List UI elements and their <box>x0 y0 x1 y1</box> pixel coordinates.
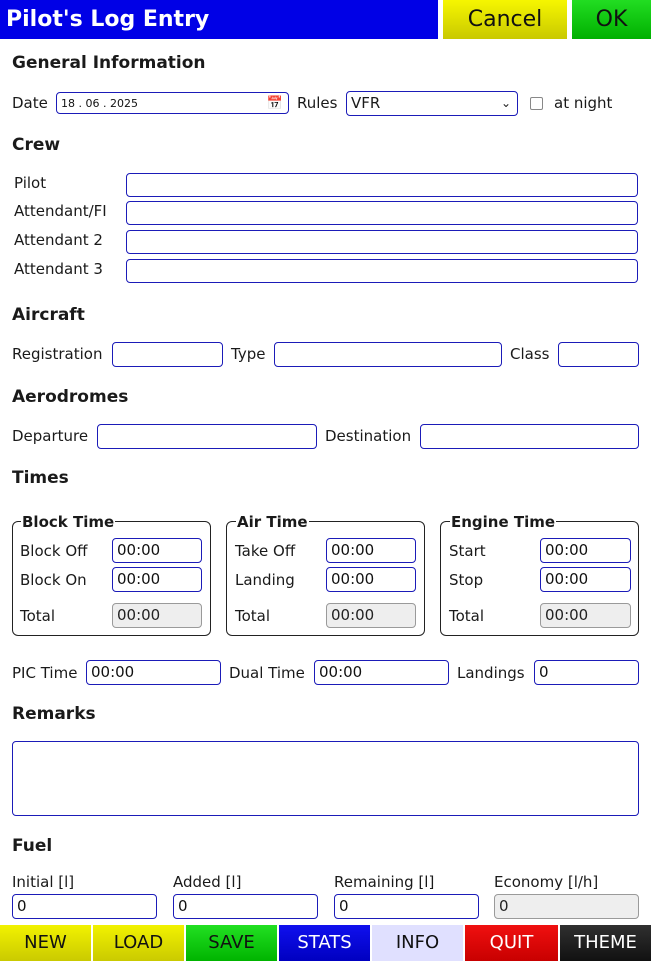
registration-input[interactable] <box>112 342 223 367</box>
engine-stop-input[interactable]: 00:00 <box>540 567 631 592</box>
destination-label: Destination <box>325 427 412 445</box>
fuel-heading: Fuel <box>12 836 53 856</box>
fuel-added-input[interactable]: 0 <box>173 894 318 919</box>
date-label: Date <box>12 94 48 112</box>
aircraft-heading: Aircraft <box>12 305 85 325</box>
remarks-textarea[interactable] <box>12 741 639 816</box>
crew-label-pilot: Pilot <box>14 174 47 192</box>
load-button[interactable]: LOAD <box>93 925 184 961</box>
landing-label: Landing <box>235 571 295 589</box>
engine-time-title: Engine Time <box>451 513 556 531</box>
air-total-value: 00:00 <box>326 603 416 628</box>
block-time-title: Block Time <box>22 513 115 531</box>
type-label: Type <box>231 345 266 363</box>
date-input[interactable] <box>56 92 289 114</box>
crew-input-attendant-3[interactable] <box>126 259 638 283</box>
landings-input[interactable]: 0 <box>534 660 639 685</box>
chevron-down-icon: ⌄ <box>500 96 511 110</box>
landings-label: Landings <box>457 664 525 682</box>
air-time-title: Air Time <box>237 513 308 531</box>
night-label: at night <box>554 94 613 112</box>
registration-label: Registration <box>12 345 103 363</box>
rules-value: VFR <box>351 94 381 112</box>
rules-label: Rules <box>297 94 338 112</box>
fuel-remaining-input[interactable]: 0 <box>334 894 479 919</box>
save-button[interactable]: SAVE <box>186 925 277 961</box>
fuel-economy-label: Economy [l/h] <box>494 873 599 891</box>
engine-start-input[interactable]: 00:00 <box>540 538 631 563</box>
dual-time-label: Dual Time <box>229 664 305 682</box>
date-value: 18 . 06 . 2025 <box>61 97 138 110</box>
fuel-initial-label: Initial [l] <box>12 873 75 891</box>
remarks-heading: Remarks <box>12 704 96 724</box>
engine-start-label: Start <box>449 542 486 560</box>
quit-button[interactable]: QUIT <box>465 925 558 961</box>
rules-select[interactable] <box>346 91 518 116</box>
times-heading: Times <box>12 468 69 488</box>
block-on-input[interactable]: 00:00 <box>112 567 202 592</box>
ok-button[interactable]: OK <box>572 0 651 39</box>
departure-label: Departure <box>12 427 89 445</box>
take-off-input[interactable]: 00:00 <box>326 538 416 563</box>
block-off-input[interactable]: 00:00 <box>112 538 202 563</box>
type-input[interactable] <box>274 342 502 367</box>
crew-input-attendant-2[interactable] <box>126 230 638 254</box>
crew-input-pilot[interactable] <box>126 173 638 197</box>
new-button[interactable]: NEW <box>0 925 91 961</box>
crew-label-attendant-3: Attendant 3 <box>14 260 103 278</box>
theme-button[interactable]: THEME <box>560 925 651 961</box>
fuel-added-label: Added [l] <box>173 873 242 891</box>
fuel-economy-value: 0 <box>494 894 639 919</box>
departure-input[interactable] <box>97 424 317 449</box>
fuel-remaining-label: Remaining [l] <box>334 873 435 891</box>
class-label: Class <box>510 345 550 363</box>
engine-total-label: Total <box>449 607 485 625</box>
info-button[interactable]: INFO <box>372 925 463 961</box>
take-off-label: Take Off <box>235 542 296 560</box>
aerodromes-heading: Aerodromes <box>12 387 129 407</box>
general-heading: General Information <box>12 53 206 73</box>
block-off-label: Block Off <box>20 542 88 560</box>
cancel-button[interactable]: Cancel <box>443 0 567 39</box>
crew-heading: Crew <box>12 135 61 155</box>
night-checkbox[interactable] <box>530 97 543 110</box>
pic-time-label: PIC Time <box>12 664 78 682</box>
pic-time-input[interactable]: 00:00 <box>86 660 221 685</box>
dual-time-input[interactable]: 00:00 <box>314 660 449 685</box>
crew-input-attendant-fi[interactable] <box>126 201 638 225</box>
fuel-initial-input[interactable]: 0 <box>12 894 157 919</box>
page-title: Pilot's Log Entry <box>0 0 438 39</box>
block-total-value: 00:00 <box>112 603 202 628</box>
air-total-label: Total <box>235 607 271 625</box>
block-total-label: Total <box>20 607 56 625</box>
engine-total-value: 00:00 <box>540 603 631 628</box>
stats-button[interactable]: STATS <box>279 925 370 961</box>
calendar-icon[interactable]: 📅 <box>266 96 283 111</box>
destination-input[interactable] <box>420 424 639 449</box>
class-input[interactable] <box>558 342 639 367</box>
landing-input[interactable]: 00:00 <box>326 567 416 592</box>
block-on-label: Block On <box>20 571 87 589</box>
engine-stop-label: Stop <box>449 571 484 589</box>
crew-label-attendant-fi: Attendant/FI <box>14 202 107 220</box>
crew-label-attendant-2: Attendant 2 <box>14 231 103 249</box>
